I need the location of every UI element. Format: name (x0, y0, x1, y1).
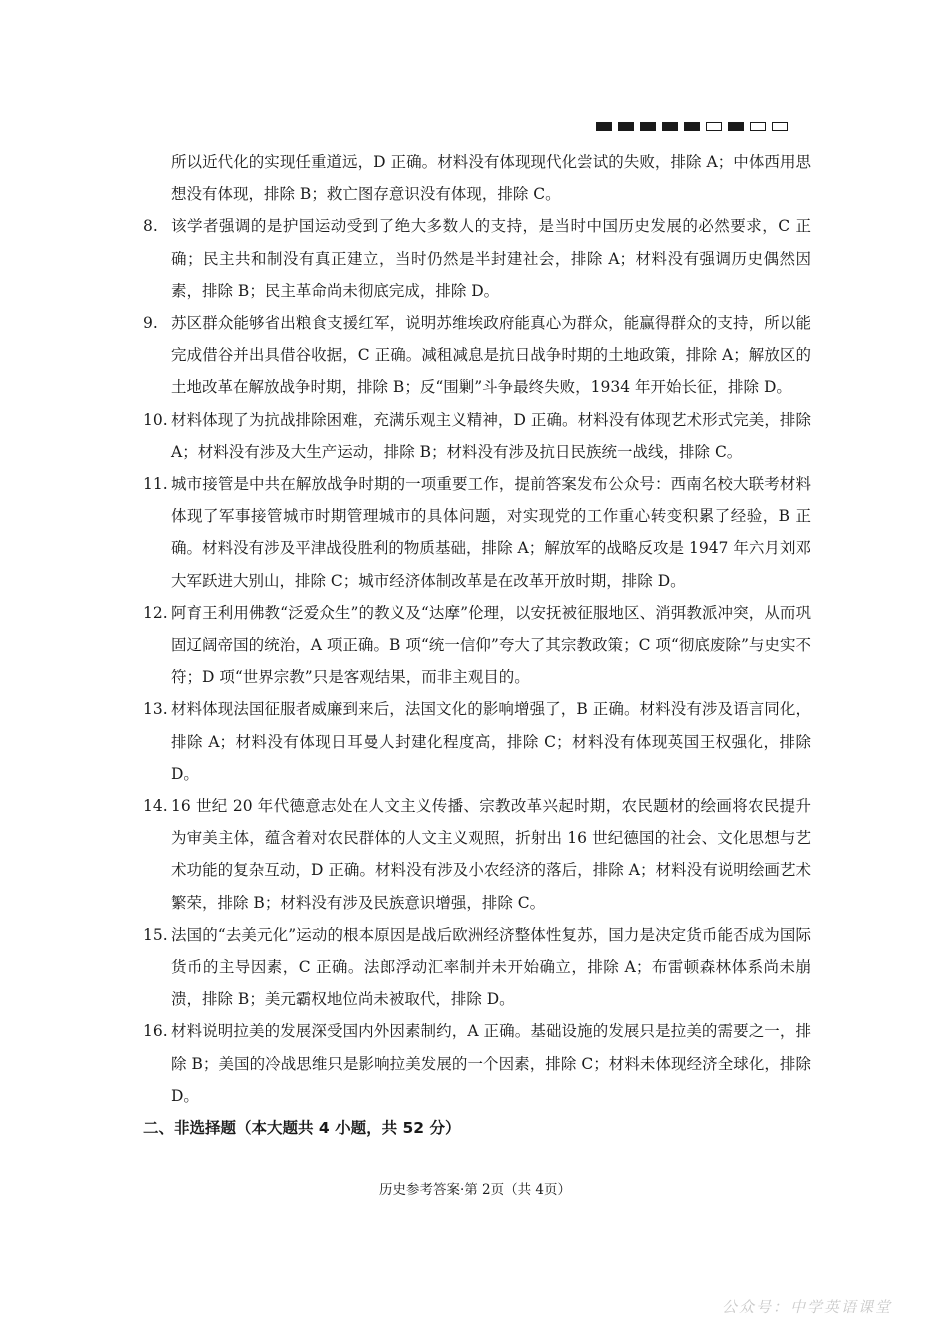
answer-item (143, 1015, 811, 1112)
progress-mark-empty (750, 122, 766, 131)
answer-item (143, 404, 811, 468)
progress-marks (596, 122, 788, 131)
answer-number: 11. (143, 475, 168, 494)
answer-text: 16 世纪 20 年代德意志处在人文主义传播、宗教改革兴起时期，农民题材的绘画将农民提升为审美主体，蕴含着对农民群体的人文主义观照，折射出 16 世纪德国的社会、文化思想与艺术功能的复杂互动，D 正确。材料没有涉及小农经济的落后，排除 A；材料没有说明绘画艺术繁荣，排除 B；材料没有涉及民族意识增强，排除 C。 (171, 797, 811, 912)
page-footer: 历史参考答案·第 2页（共 4页） (378, 1182, 572, 1198)
progress-mark-filled (728, 122, 744, 131)
answer-text: 城市接管是中共在解放战争时期的一项重要工作，提前答案发布公众号：西南名校大联考材料体现了军事接管城市时期管理城市的具体问题，对实现党的工作重心转变积累了经验，B 正确。材料没有涉及平津战役胜利的物质基础，排除 A；解放军的战略反攻是 1947 年六月刘邓大军跃进大别山，排除 C；城市经济体制改革是在改革开放时期，排除 D。 (171, 475, 811, 590)
answer-item (143, 210, 811, 307)
answer-item (143, 468, 811, 597)
answer-text: 材料说明拉美的发展深受国内外因素制约，A 正确。基础设施的发展只是拉美的需要之一，排除 B；美国的冷战思维只是影响拉美发展的一个因素，排除 C；材料未体现经济全球化，排除 D。 (171, 1022, 811, 1105)
answer-content (143, 146, 811, 1144)
progress-mark-filled (662, 122, 678, 131)
progress-mark-empty (706, 122, 722, 131)
answer-number: 12. (143, 603, 168, 622)
progress-mark-filled (618, 122, 634, 131)
answer-number: 9. (143, 314, 158, 333)
answer-text: 该学者强调的是护国运动受到了绝大多数人的支持，是当时中国历史发展的必然要求，C 正确；民主共和制没有真正建立，当时仍然是半封建社会，排除 A；材料没有强调历史偶然因素，排除 B；民主革命尚未彻底完成，排除 D。 (171, 217, 811, 300)
progress-mark-filled (640, 122, 656, 131)
answer-item (143, 919, 811, 1016)
progress-mark-filled (596, 122, 612, 131)
answer-text: 法国的“去美元化”运动的根本原因是战后欧洲经济整体性复苏，国力是决定货币能否成为国际货币的主导因素，C 正确。法郎浮动汇率制并未开始确立，排除 A；布雷顿森林体系尚未崩溃，排除 B；美元霸权地位尚未被取代，排除 D。 (171, 925, 811, 1009)
watermark: 公众号：中学英语课堂 (721, 1298, 892, 1316)
continuation-paragraph: 所以近代化的实现任重道远，D 正确。材料没有体现现代化尝试的失败，排除 A；中体西用思想没有体现，排除 B；救亡图存意识没有体现，排除 C。 (171, 153, 811, 204)
answer-number: 10. (143, 410, 168, 429)
answer-text: 材料体现了为抗战排除困难，充满乐观主义精神，D 正确。材料没有体现艺术形式完美，排除 A；材料没有涉及大生产运动，排除 B；材料没有涉及抗日民族统一战线，排除 C。 (171, 410, 811, 461)
progress-mark-filled (684, 122, 700, 131)
answer-number: 14. (143, 797, 168, 816)
answer-text: 材料体现法国征服者威廉到来后，法国文化的影响增强了，B 正确。材料没有涉及语言同化，排除 A；材料没有体现日耳曼人封建化程度高，排除 C；材料没有体现英国王权强化，排除 D。 (171, 700, 811, 783)
section-heading: 二、非选择题（本大题共 4 小题，共 52 分） (143, 1119, 461, 1138)
answer-list (143, 210, 811, 1112)
answer-number: 8. (143, 217, 158, 236)
answer-number: 16. (143, 1022, 168, 1041)
answer-item (143, 790, 811, 919)
answer-text: 苏区群众能够省出粮食支援红军，说明苏维埃政府能真心为群众，能赢得群众的支持，所以能完成借谷并出具借谷收据，C 正确。减租减息是抗日战争时期的土地政策，排除 A；解放区的土地改革在解放战争时期，排除 B；反“围剿”斗争最终失败，1934 年开始长征，排除 D。 (171, 314, 811, 397)
answer-number: 15. (143, 925, 168, 944)
answer-item (143, 693, 811, 790)
answer-number: 13. (143, 700, 168, 719)
answer-item (143, 307, 811, 404)
answer-text: 阿育王利用佛教“泛爱众生”的教义及“达摩”伦理，以安抚被征服地区、消弭教派冲突，从而巩固辽阔帝国的统治，A 项正确。B 项“统一信仰”夸大了其宗教政策；C 项“彻底废除”与史实不符；D 项“世界宗教”只是客观结果，而非主观目的。 (171, 603, 811, 687)
answer-item (143, 597, 811, 694)
progress-mark-empty (772, 122, 788, 131)
